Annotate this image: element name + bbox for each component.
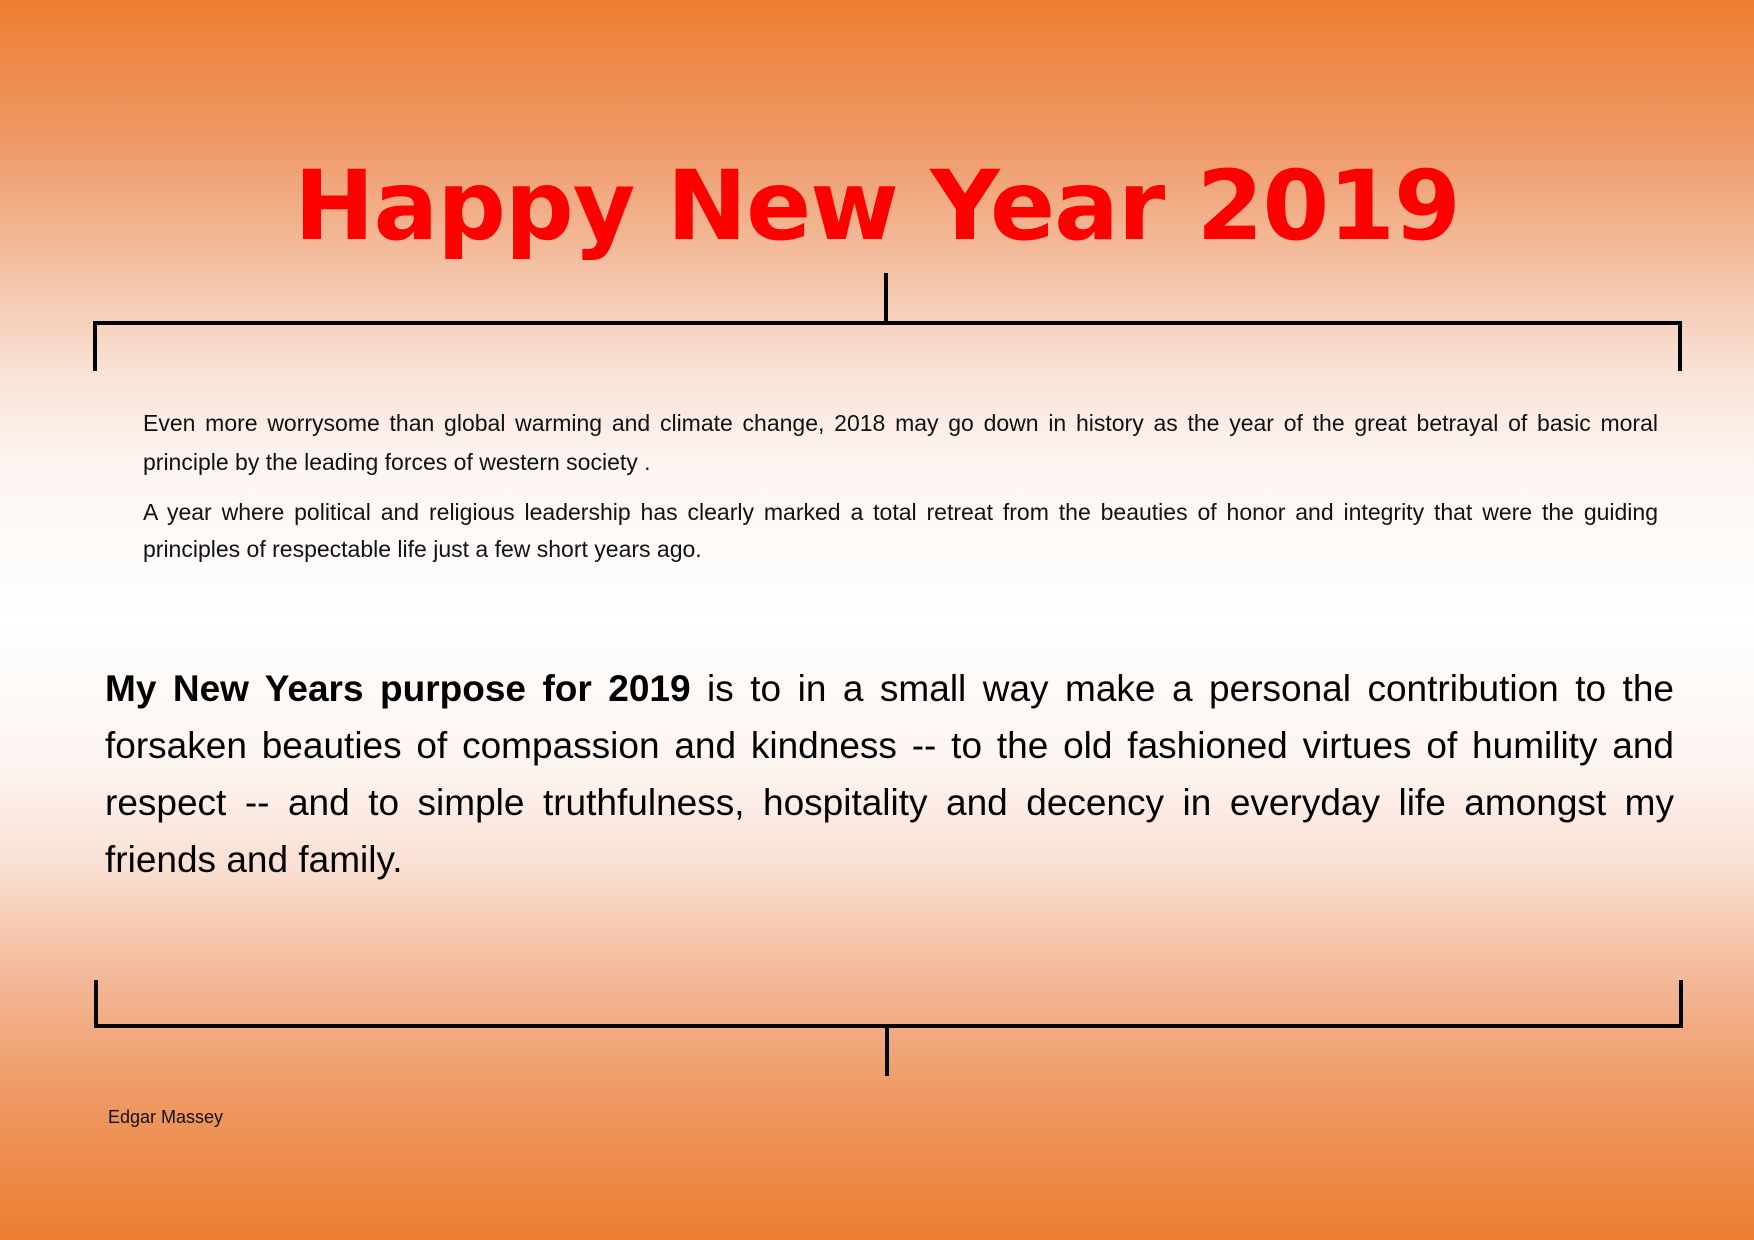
top-bracket-bar [93, 321, 1682, 325]
top-bracket-right-leg [1678, 321, 1682, 371]
bottom-bracket-center-stem [885, 1024, 889, 1076]
author-signature: Edgar Massey [108, 1107, 224, 1127]
top-bracket-center-stem [884, 273, 888, 323]
intro-paragraph-1: Even more worrysome than global warming and climate change, 2018 may go down in history as the year of the great betrayal of basic moral principle by the leading forces of western society . [143, 410, 1658, 475]
bottom-bracket-left-leg [94, 980, 98, 1028]
bottom-bracket-right-leg [1679, 980, 1683, 1028]
intro-text [143, 404, 1658, 580]
card-title: Happy New Year 2019 [294, 150, 1460, 262]
purpose-bold-lead: My New Years purpose for 2019 [105, 668, 691, 709]
top-bracket-left-leg [93, 321, 97, 371]
intro-paragraph-2: A year where political and religious leadership has clearly marked a total retreat from the beauties of honor and integrity that were the guiding principles of respectable life just a few short years ago. [143, 499, 1658, 562]
purpose-statement [105, 660, 1674, 888]
purpose-text: is to in a small way make a personal contribution to the forsaken beauties of compassion and kindness -- to the old fashioned virtues of humility and respect -- and to simple truthfulness, hospitality and decency in everyday life amongst my friends and family. [105, 668, 1674, 880]
